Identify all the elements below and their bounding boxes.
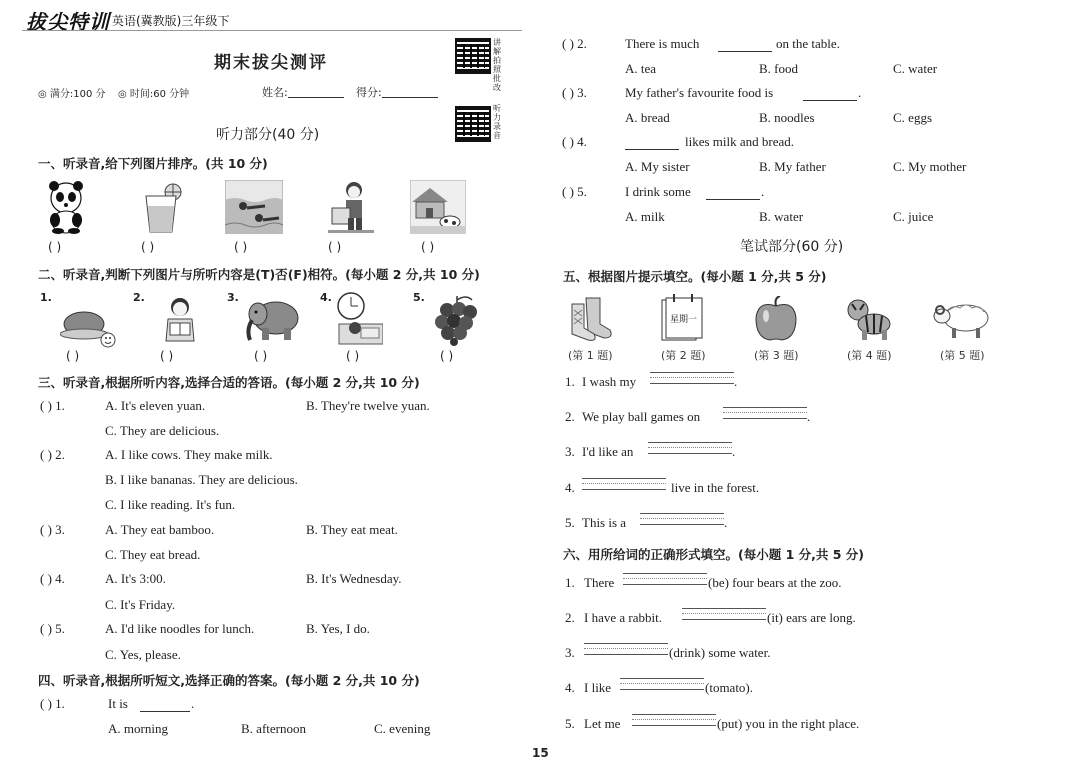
tf-paren-5[interactable]: ( ) — [440, 349, 454, 363]
p6-q2-writing-line[interactable] — [682, 608, 766, 620]
p4-q4-num[interactable]: ( ) 4. — [562, 134, 587, 149]
p4-q4-blank[interactable] — [625, 135, 679, 150]
qr-code-icon[interactable] — [455, 38, 491, 74]
p5-q2-num: 2. — [565, 409, 575, 424]
item-number: 2. — [133, 291, 145, 304]
p5-q1-writing-line[interactable] — [650, 372, 734, 384]
p5-q5-post: . — [724, 515, 728, 530]
tf-paren-2[interactable]: ( ) — [160, 349, 174, 363]
p5-q3-num: 3. — [565, 444, 575, 459]
p4-q1-blank[interactable] — [140, 697, 190, 712]
p6-q5-writing-line[interactable] — [632, 714, 716, 726]
p6-q4-post: (tomato). — [705, 680, 754, 695]
series-logo: 拔尖特训 — [26, 10, 110, 34]
p4-q1-tail: . — [191, 696, 195, 711]
p3-q2-a: A. I like cows. They make milk. — [105, 447, 273, 462]
tf-paren-4[interactable]: ( ) — [346, 349, 360, 363]
page-title: 期末拔尖测评 — [214, 53, 328, 73]
tf-paren-3[interactable]: ( ) — [254, 349, 268, 363]
p5-q1-pre: I wash my — [582, 374, 637, 389]
roast-chicken-icon — [60, 300, 116, 350]
p4-q4-tail: likes milk and bread. — [685, 134, 795, 149]
girl-reading-icon — [160, 295, 200, 345]
p4-q3-tail: . — [858, 85, 862, 100]
answer-paren-4[interactable]: ( ) — [328, 240, 342, 254]
p4-q5-c: C. juice — [893, 209, 934, 224]
p5-q5-pre: This is a — [582, 515, 627, 530]
p6-q3-post: (drink) some water. — [669, 645, 771, 660]
p4-q2-stem: There is much — [625, 36, 700, 51]
p4-q1-stem: It is — [108, 696, 128, 711]
p3-q5-c: C. Yes, please. — [105, 647, 181, 662]
p4-q3-b: B. noodles — [759, 110, 815, 125]
p4-q5-tail: . — [761, 184, 765, 199]
p4-q4-b: B. My father — [759, 159, 826, 174]
score-label: 得分: — [356, 86, 382, 99]
p3-q1-b: B. They're twelve yuan. — [306, 398, 430, 413]
p3-q2-c: C. I like reading. It's fun. — [105, 497, 236, 512]
caption-4: (第 4 题) — [847, 349, 892, 362]
p4-q3-stem: My father's favourite food is — [625, 85, 774, 100]
p3-q3-num[interactable]: ( ) 3. — [40, 522, 65, 537]
item-number: 4. — [320, 291, 332, 304]
boy-with-box-icon — [328, 180, 374, 234]
p3-q4-b: B. It's Wednesday. — [306, 571, 402, 586]
panda-icon — [44, 178, 88, 234]
p4-q4-c: C. My mother — [893, 159, 967, 174]
part4-heading: 四、听录音,根据所听短文,选择正确的答案。(每小题 2 分,共 10 分) — [38, 673, 420, 688]
p5-q2-pre: We play ball games on — [582, 409, 701, 424]
item-number: 3. — [227, 291, 239, 304]
qr-code-audio-icon[interactable] — [455, 106, 491, 142]
name-label: 姓名: — [262, 86, 288, 99]
item-number: 5. — [413, 291, 425, 304]
p3-q2-b: B. I like bananas. They are delicious. — [105, 472, 298, 487]
p5-q2-post: . — [807, 409, 811, 424]
p3-q4-num[interactable]: ( ) 4. — [40, 571, 65, 586]
tiger-icon — [844, 296, 894, 342]
p3-q1-c: C. They are delicious. — [105, 423, 220, 438]
p4-q5-stem: I drink some — [625, 184, 691, 199]
p3-q2-num[interactable]: ( ) 2. — [40, 447, 65, 462]
caption-3: (第 3 题) — [754, 349, 799, 362]
p4-q2-tail: on the table. — [776, 36, 840, 51]
part1-heading: 一、听录音,给下列图片排序。(共 10 分) — [38, 156, 268, 171]
p6-q3-writing-line[interactable] — [584, 643, 668, 655]
p5-q3-post: . — [732, 444, 736, 459]
p4-q2-c: C. water — [893, 61, 938, 76]
p3-q3-b: B. They eat meat. — [306, 522, 398, 537]
p5-q4-post: live in the forest. — [671, 480, 760, 495]
p4-q1-a: A. morning — [108, 721, 168, 736]
p5-q4-writing-line[interactable] — [582, 478, 666, 490]
p5-q5-num: 5. — [565, 515, 575, 530]
p6-q4-pre: I like — [584, 680, 612, 695]
p6-q1-num: 1. — [565, 575, 575, 590]
p6-q2-post: (it) ears are long. — [767, 610, 856, 625]
juice-glass-icon — [140, 182, 184, 234]
caption-1: (第 1 题) — [568, 349, 613, 362]
p5-q2-writing-line[interactable] — [723, 407, 807, 419]
p6-q4-num: 4. — [565, 680, 575, 695]
header-rule — [22, 30, 522, 31]
part5-heading: 五、根据图片提示填空。(每小题 1 分,共 5 分) — [563, 269, 827, 284]
p4-q3-c: C. eggs — [893, 110, 932, 125]
p3-q5-b: B. Yes, I do. — [306, 621, 370, 636]
p6-q3-num: 3. — [565, 645, 575, 660]
answer-paren-5[interactable]: ( ) — [421, 240, 435, 254]
part2-heading: 二、听录音,判断下列图片与所听内容是(T)否(F)相符。(每小题 2 分,共 10 分) — [38, 267, 480, 282]
p6-q1-pre: There — [584, 575, 615, 590]
answer-paren-1[interactable]: ( ) — [48, 240, 62, 254]
p5-q3-writing-line[interactable] — [648, 442, 732, 454]
p6-q5-num: 5. — [565, 716, 575, 731]
p4-q2-a: A. tea — [625, 61, 657, 76]
book-title: 英语(冀教版)三年级下 — [112, 14, 230, 28]
p4-q2-blank[interactable] — [718, 37, 772, 52]
p6-q1-writing-line[interactable] — [623, 573, 707, 585]
p3-q4-a: A. It's 3:00. — [105, 571, 166, 586]
part3-heading: 三、听录音,根据所听内容,选择合适的答语。(每小题 2 分,共 10 分) — [38, 375, 420, 390]
p4-q2-num[interactable]: ( ) 2. — [562, 36, 587, 51]
time-limit: ◎ 时间:60 分钟 — [118, 89, 190, 100]
p5-q4-num: 4. — [565, 480, 575, 495]
qr-label-top: 讲解拍照批改 — [493, 38, 501, 92]
p4-q4-a: A. My sister — [625, 159, 690, 174]
p4-q5-b: B. water — [759, 209, 804, 224]
full-score: ◎ 满分:100 分 — [38, 89, 106, 100]
grapes-icon — [432, 294, 482, 346]
p6-q2-num: 2. — [565, 610, 575, 625]
p6-q5-pre: Let me — [584, 716, 621, 731]
p6-q1-post: (be) four bears at the zoo. — [708, 575, 842, 590]
sheep-icon — [932, 298, 992, 340]
p3-q1-num[interactable]: ( ) 1. — [40, 398, 65, 413]
p4-q1-b: B. afternoon — [241, 721, 306, 736]
writing-heading: 笔试部分(60 分) — [740, 239, 844, 255]
p3-q1-a: A. It's eleven yuan. — [105, 398, 206, 413]
p5-q3-pre: I'd like an — [582, 444, 634, 459]
calendar-text: 星期一 — [670, 315, 698, 325]
p3-q4-c: C. It's Friday. — [105, 597, 176, 612]
p4-q3-num[interactable]: ( ) 3. — [562, 85, 587, 100]
farm-scene-icon — [410, 180, 466, 234]
p4-q5-blank[interactable] — [706, 185, 760, 200]
apple-icon — [752, 296, 800, 342]
caption-2: (第 2 题) — [661, 349, 706, 362]
p3-q5-a: A. I'd like noodles for lunch. — [105, 621, 255, 636]
tf-paren-1[interactable]: ( ) — [66, 349, 80, 363]
p3-q3-c: C. They eat bread. — [105, 547, 201, 562]
p4-q2-b: B. food — [759, 61, 798, 76]
p4-q5-a: A. milk — [625, 209, 665, 224]
clock-wakeup-icon — [335, 290, 383, 348]
p4-q3-a: A. bread — [625, 110, 670, 125]
p5-q5-writing-line[interactable] — [640, 513, 724, 525]
p4-q3-blank[interactable] — [803, 86, 857, 101]
answer-paren-2[interactable]: ( ) — [141, 240, 155, 254]
calendar-icon — [658, 294, 706, 344]
page-number: 15 — [532, 746, 549, 760]
p3-q3-a: A. They eat bamboo. — [105, 522, 215, 537]
p3-q5-num[interactable]: ( ) 5. — [40, 621, 65, 636]
p5-q1-post: . — [734, 374, 738, 389]
socks-icon — [566, 296, 616, 342]
p6-q4-writing-line[interactable] — [620, 678, 704, 690]
p6-q2-pre: I have a rabbit. — [584, 610, 662, 625]
qr-label-bottom: 听力录音 — [493, 104, 501, 140]
swimming-scene-icon — [225, 180, 283, 234]
elephant-icon — [244, 296, 302, 344]
name-field[interactable] — [288, 84, 344, 98]
answer-paren-3[interactable]: ( ) — [234, 240, 248, 254]
p5-q1-num: 1. — [565, 374, 575, 389]
p4-q5-num[interactable]: ( ) 5. — [562, 184, 587, 199]
p4-q1-num[interactable]: ( ) 1. — [40, 696, 65, 711]
p6-q5-post: (put) you in the right place. — [717, 716, 860, 731]
listening-heading: 听力部分(40 分) — [216, 127, 320, 143]
p4-q1-c: C. evening — [374, 721, 431, 736]
part6-heading: 六、用所给词的正确形式填空。(每小题 1 分,共 5 分) — [563, 547, 864, 562]
item-number: 1. — [40, 291, 52, 304]
caption-5: (第 5 题) — [940, 349, 985, 362]
score-field[interactable] — [382, 84, 438, 98]
